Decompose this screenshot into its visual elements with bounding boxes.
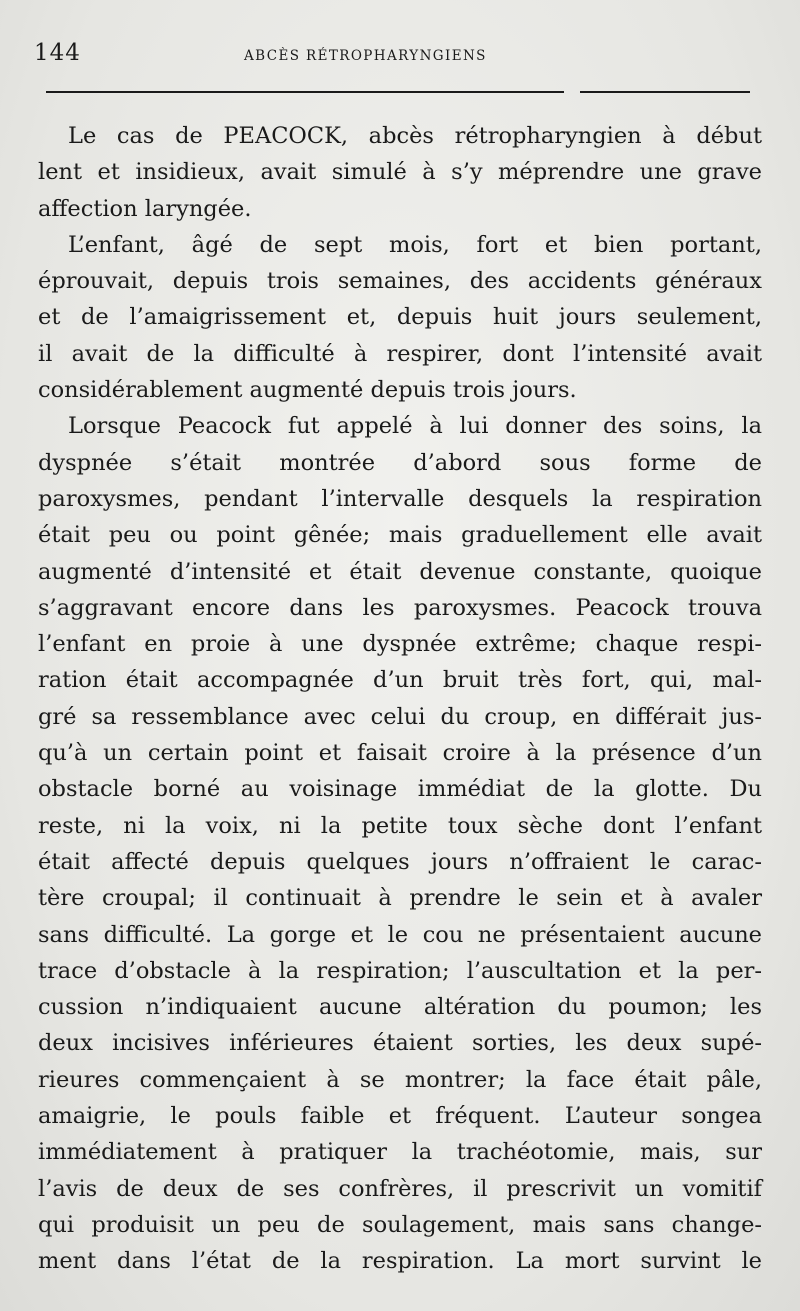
running-title: ABCÈS RÉTROPHARYNGIENS (244, 48, 487, 64)
text-line: tère croupal; il continuait à prendre le sein et à avaler (38, 885, 762, 912)
text-line: Le cas de PEACOCK, abcès rétropharyngien à début (68, 123, 762, 149)
text-line: cussion n’indiquaient aucune altération du poumon; les (38, 994, 762, 1021)
text-line: lent et insidieux, avait simulé à s’y méprendre une grave (38, 159, 762, 186)
text-line: trace d’obstacle à la respiration; l’auscultation et la per- (38, 957, 762, 984)
text-line: était peu ou point gênée; mais graduellement elle avait (38, 522, 762, 549)
text-line: éprouvait, depuis trois semaines, des accidents généraux (38, 268, 762, 295)
text-line: rieures commençaient à se montrer; la face était pâle, (38, 1066, 762, 1093)
text-line: obstacle borné au voisinage immédiat de la glotte. Du (38, 776, 762, 803)
text-line: immédiatement à pratiquer la trachéotomie, mais, sur (38, 1139, 762, 1166)
text-line: deux incisives inférieures étaient sorties, les deux supé- (38, 1030, 762, 1057)
text-line: affection laryngée. (38, 195, 252, 222)
text-line: reste, ni la voix, ni la petite toux sèche dont l’enfant (38, 812, 762, 839)
page-number: 144 (34, 40, 81, 66)
text-line: qui produisit un peu de soulagement, mais sans change- (38, 1211, 762, 1238)
text-line: paroxysmes, pendant l’intervalle desquels la respiration (38, 485, 762, 512)
text-line: qu’à un certain point et faisait croire à la présence d’un (38, 740, 762, 767)
text-line: gré sa ressemblance avec celui du croup, en différait jus- (38, 703, 762, 730)
text-line: ment dans l’état de la respiration. La mort survint le (38, 1248, 762, 1275)
text-line: augmenté d’intensité et était devenue constante, quoique (38, 558, 762, 585)
text-line: L’enfant, âgé de sept mois, fort et bien portant, (68, 231, 762, 258)
header-rule-left (46, 91, 564, 93)
text-line: amaigrie, le pouls faible et fréquent. L’auteur songea (38, 1103, 762, 1130)
header-rule-right (580, 91, 750, 93)
text-line: l’enfant en proie à une dyspnée extrême; chaque respi- (38, 631, 762, 658)
text-line: s’aggravant encore dans les paroxysmes. Peacock trouva (38, 594, 762, 621)
text-line: il avait de la difficulté à respirer, dont l’intensité avait (38, 340, 762, 367)
text-line: considérablement augmenté depuis trois jours. (38, 377, 577, 404)
text-line: Lorsque Peacock fut appelé à lui donner des soins, la (68, 413, 762, 440)
text-line: et de l’amaigrissement et, depuis huit jours seulement, (38, 304, 762, 331)
text-line: était affecté depuis quelques jours n’offraient le carac- (38, 848, 762, 875)
body-text (38, 118, 762, 1280)
text-line: sans difficulté. La gorge et le cou ne présentaient aucune (38, 921, 762, 948)
page-header (34, 40, 760, 76)
text-line: ration était accompagnée d’un bruit très fort, qui, mal- (38, 667, 762, 694)
text-line: l’avis de deux de ses confrères, il prescrivit un vomitif (38, 1175, 762, 1202)
text-line: dyspnée s’était montrée d’abord sous forme de (38, 449, 762, 476)
